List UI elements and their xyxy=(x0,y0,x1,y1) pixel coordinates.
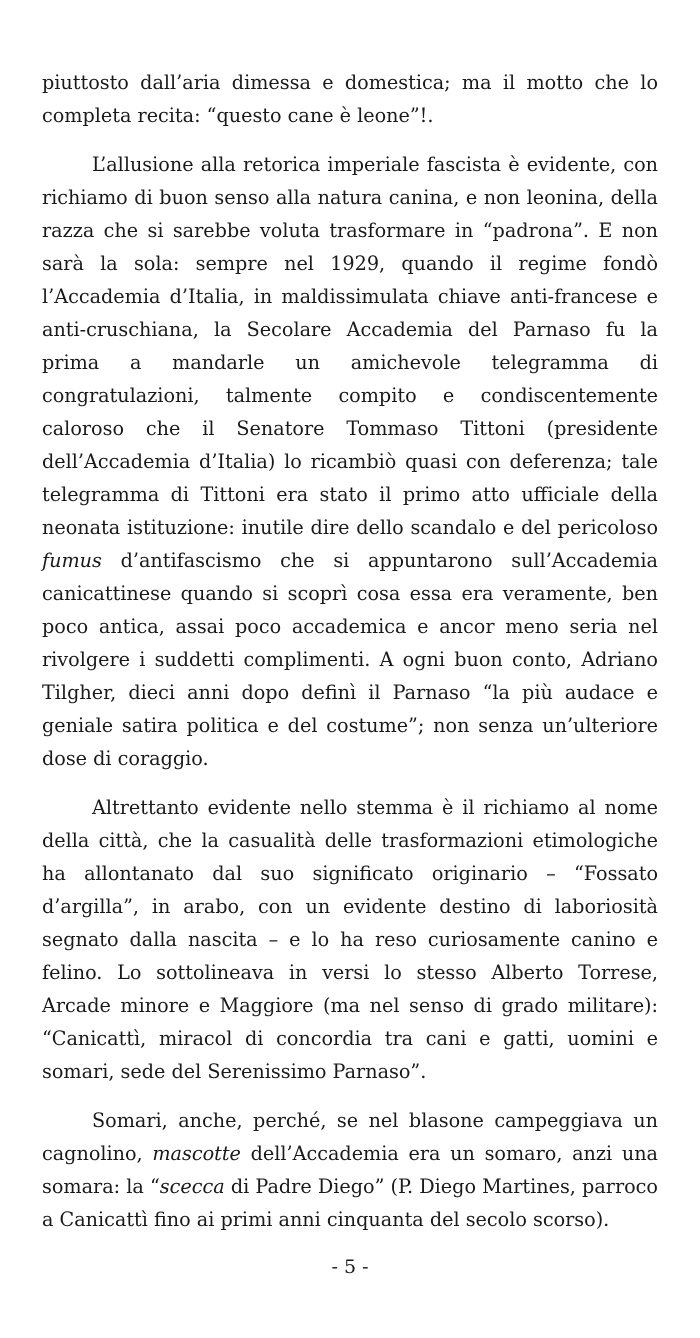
paragraph-1-text: piuttosto dall’aria dimessa e domestica; ma il motto che lo completa recita: “questo cane è leone”!. xyxy=(42,71,658,127)
paragraph-4-text-a: Somari, anche, perché, se nel blasone campeggiava un cagnolino, xyxy=(42,1109,658,1165)
paragraph-1 xyxy=(42,66,658,132)
paragraph-2-text-b: d’antifascismo che si appuntarono sull’Accademia canicattinese quando si scoprì cosa essa era veramente, ben poco antica, assai poco accademica e ancor meno seria nel rivolgere i suddetti complimenti. A ogni buon conto, Adriano Tilgher, dieci anni dopo definì il Parnaso “la più audace e geniale satira politica e del costume”; non senza un’ulteriore dose di coraggio. xyxy=(42,549,658,770)
paragraph-2 xyxy=(42,148,658,775)
paragraph-3 xyxy=(42,791,658,1088)
paragraph-2-text-a: L’allusione alla retorica imperiale fascista è evidente, con richiamo di buon senso alla natura canina, e non leonina, della razza che si sarebbe voluta trasformare in “padrona”. E non sarà la sola: sempre nel 1929, quando il regime fondò l’Accademia d’Italia, in maldissimulata chiave anti-francese e anti-cruschiana, la Secolare Accademia del Parnaso fu la prima a mandarle un amichevole telegramma di congratulazioni, talmente compito e condiscentemente caloroso che il Senatore Tommaso Tittoni (presidente dell’Accademia d’Italia) lo ricambiò quasi con deferenza; tale telegramma di Tittoni era stato il primo atto ufficiale della neonata istituzione: inutile dire dello scandalo e del pericoloso xyxy=(42,153,658,539)
page-number: - 5 - xyxy=(331,1256,369,1278)
paragraph-4 xyxy=(42,1104,658,1236)
italic-term-fumus: fumus xyxy=(42,549,102,572)
paragraph-4-text-c: di Padre Diego” (P. Diego Martines, parroco a Canicattì fino ai primi anni cinquanta del secolo scorso). xyxy=(42,1175,658,1231)
page-body xyxy=(42,66,658,1252)
paragraph-4-text-b: dell’Accademia era un somaro, anzi una somara: la “ xyxy=(42,1142,658,1198)
italic-term-mascotte: mascotte xyxy=(152,1142,241,1165)
paragraph-3-text: Altrettanto evidente nello stemma è il richiamo al nome della città, che la casualità delle trasformazioni etimologiche ha allontanato dal suo significato originario – “Fossato d’argilla”, in arabo, con un evidente destino di laboriosità segnato dalla nascita – e lo ha reso curiosamente canino e felino. Lo sottolineava in versi lo stesso Alberto Torrese, Arcade minore e Maggiore (ma nel senso di grado militare): “Canicattì, miracol di concordia tra cani e gatti, uomini e somari, sede del Serenissimo Parnaso”. xyxy=(42,796,658,1083)
italic-term-scecca: scecca xyxy=(159,1175,225,1198)
